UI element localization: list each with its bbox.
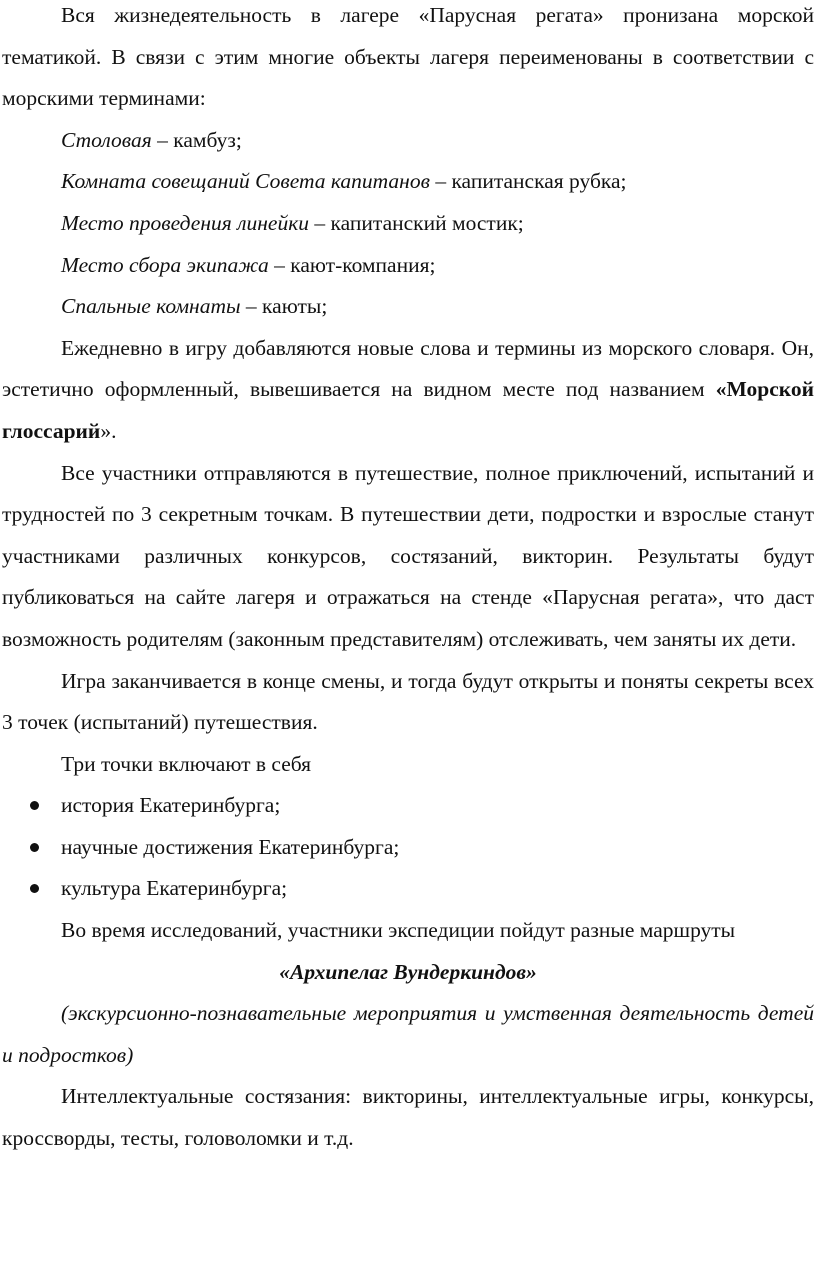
term-meaning: капитанский мостик; bbox=[330, 210, 524, 235]
term-meaning: кают-компания; bbox=[290, 252, 436, 277]
glossary-paragraph bbox=[2, 328, 814, 453]
term-separator: – bbox=[151, 127, 174, 152]
intro-paragraph: Вся жизнедеятельность в лагере «Парусная регата» пронизана морской тематикой. В связи с этим многие объекты лагеря переименованы в соответствии с морскими терминами: bbox=[2, 3, 814, 111]
term-separator: – bbox=[429, 169, 452, 194]
term-row-3 bbox=[2, 203, 814, 245]
term-meaning: камбуз; bbox=[173, 127, 242, 152]
term-separator: – bbox=[268, 252, 291, 277]
term-meaning: каюты; bbox=[262, 294, 328, 319]
point-list-item bbox=[2, 785, 814, 827]
term-name: Спальные комнаты bbox=[61, 294, 241, 319]
routes-paragraph: Во время исследований, участники экспедиции пойдут разные маршруты bbox=[61, 918, 736, 943]
term-name: Комната совещаний Совета капитанов bbox=[61, 169, 430, 194]
section-subtitle: (экскурсионно-познавательные мероприятия и умственная деятельность детей и подростков) bbox=[2, 1001, 814, 1067]
term-row-4 bbox=[2, 245, 814, 287]
term-separator: – bbox=[309, 210, 331, 235]
term-name: Столовая bbox=[61, 127, 152, 152]
point-list-item bbox=[2, 868, 814, 910]
journey-paragraph: Все участники отправляются в путешествие, полное приключений, испытаний и трудностей по 3 секретным точкам. В путешествии дети, подростки и взрослые станут участниками различных конкурсов, состязаний, викторин. Результаты будут публиковаться на сайте лагеря и отражаться на стенде «Парусная регата», что даст возможность родителям (законным представителям) отслеживать, чем заняты их дети. bbox=[2, 460, 814, 651]
point-text: культура Екатеринбурга; bbox=[61, 876, 288, 901]
glossary-name: «Морской глоссарий bbox=[2, 377, 814, 443]
section-title: «Архипелаг Вундеркиндов» bbox=[279, 959, 537, 984]
point-text: научные достижения Екатеринбурга; bbox=[61, 834, 400, 859]
term-meaning: капитанская рубка; bbox=[451, 169, 627, 194]
term-name: Место проведения линейки bbox=[61, 210, 310, 235]
section-body: Интеллектуальные состязания: викторины, интеллектуальные игры, конкурсы, кроссворды, тесты, головоломки и т.д. bbox=[2, 1084, 814, 1151]
bullet-icon bbox=[30, 884, 39, 893]
point-text: история Екатеринбурга; bbox=[61, 793, 281, 818]
glossary-end: ». bbox=[100, 418, 117, 443]
points-intro: Три точки включают в себя bbox=[61, 751, 312, 776]
bullet-icon bbox=[30, 801, 39, 810]
term-row-2 bbox=[2, 161, 814, 203]
term-row-5 bbox=[2, 286, 814, 328]
bullet-icon bbox=[30, 843, 39, 852]
term-separator: – bbox=[240, 294, 263, 319]
point-list-item bbox=[2, 827, 814, 869]
term-name: Место сбора экипажа bbox=[61, 252, 269, 277]
game-end-paragraph: Игра заканчивается в конце смены, и тогда будут открыты и поняты секреты всех 3 точек (испытаний) путешествия. bbox=[2, 668, 814, 735]
glossary-text: Ежедневно в игру добавляются новые слова и термины из морского словаря. Он, эстетично оформленный, вывешивается на видном месте под названием bbox=[2, 335, 814, 402]
term-row-1 bbox=[2, 120, 814, 162]
